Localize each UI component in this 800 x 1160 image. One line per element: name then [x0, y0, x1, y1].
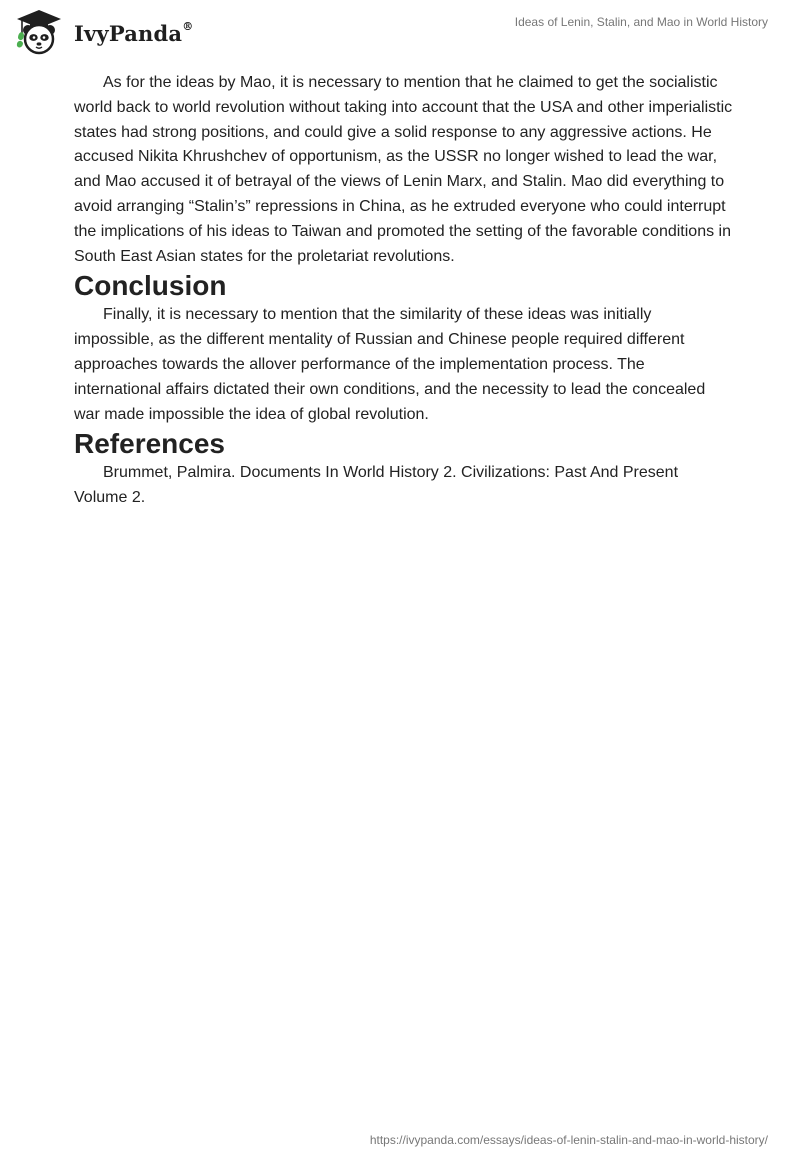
paragraph-mao-ideas: As for the ideas by Mao, it is necessary to mention that he claimed to get the socialistic world back to world revolution without taking into account that the USA and other imperialistic states had strong positions, and could give a solid response to any aggressive actions. He accused Nikita Khrushchev of opportunism, as the USSR no longer wished to lead the war, and Mao accused it of betrayal of the views of Lenin Marx, and Stalin. Mao did everything to avoid arranging “Stalin’s” repressions in China, as he extruded everyone who could interrupt the implications of his ideas to Taiwan and promoted the setting of the favorable conditions in South East Asian states for the proletariat revolutions. [74, 74, 733, 265]
references-heading: References [74, 428, 225, 460]
source-url[interactable]: https://ivypanda.com/essays/ideas-of-lenin-stalin-and-mao-in-world-history/ [369, 1133, 768, 1147]
essay-content [74, 71, 734, 511]
conclusion-heading: Conclusion [74, 270, 227, 302]
page-header [0, 0, 800, 64]
document-title: Ideas of Lenin, Stalin, and Mao in World History [514, 15, 768, 29]
panda-graduate-icon [14, 8, 64, 56]
ivypanda-logo[interactable] [14, 8, 193, 56]
conclusion-paragraph: Finally, it is necessary to mention that the similarity of these ideas was initially impossible, as the different mentality of Russian and Chinese people required different approaches towards the allover performance of the implementation process. The international affairs dictated their own conditions, and the necessity to lead the concealed war made impossible the idea of global revolution. [74, 306, 706, 423]
brand-name: IvyPanda® [74, 19, 194, 46]
reference-item: Brummet, Palmira. Documents In World History 2. Civilizations: Past And Present Volume 2. [74, 464, 679, 507]
